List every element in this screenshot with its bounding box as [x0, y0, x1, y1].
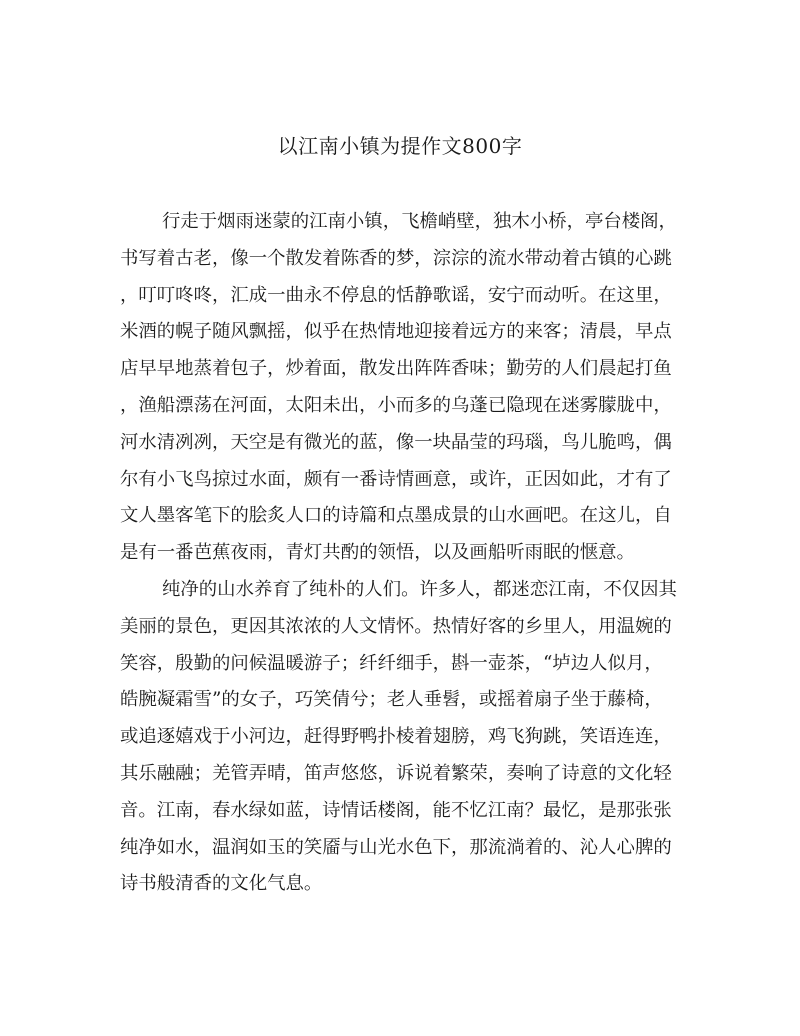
paragraph-line: 文人墨客笔下的脍炙人口的诗篇和点墨成景的山水画吧。在这儿，自 — [120, 505, 672, 527]
paragraph-line: ，渔船漂荡在河面，太阳未出，小而多的乌蓬已隐现在迷雾朦胧中， — [120, 394, 672, 416]
paragraph-line: 尔有小飞鸟掠过水面，颇有一番诗情画意，或许，正因如此，才有了 — [120, 468, 672, 490]
document-title: 以江南小镇为提作文800字 — [277, 134, 523, 158]
paragraph-line: ，叮叮咚咚，汇成一曲永不停息的恬静歌谣，安宁而动听。在这里， — [120, 284, 672, 306]
paragraph-line: 美丽的景色，更因其浓浓的人文情怀。热情好客的乡里人，用温婉的 — [120, 615, 672, 637]
paragraph-line: 纯净如水，温润如玉的笑靥与山光水色下，那流淌着的、沁人心脾的 — [120, 836, 672, 858]
paragraph-line: 是有一番芭蕉夜雨，青灯共酌的领悟，以及画船听雨眠的惬意。 — [120, 542, 635, 564]
paragraph-line: 皓腕凝霜雪”的女子，巧笑倩兮；老人垂髫，或摇着扇子坐于藤椅， — [120, 689, 663, 711]
paragraph-line: 店早早地蒸着包子，炒着面，散发出阵阵香味；勤劳的人们晨起打鱼 — [120, 358, 672, 380]
paragraph-line: 音。江南，春水绿如蓝，诗情话楼阁，能不忆江南？最忆，是那张张 — [120, 799, 672, 821]
paragraph-line: 行走于烟雨迷蒙的江南小镇，飞檐峭壁，独木小桥，亭台楼阁， — [162, 211, 677, 232]
paragraph-line: 或追逐嬉戏于小河边，赶得野鸭扑棱着翅膀，鸡飞狗跳，笑语连连， — [120, 726, 672, 748]
paragraph-line: 米酒的幌子随风飘摇，似乎在热情地迎接着远方的来客；清晨，早点 — [120, 321, 672, 343]
document-body — [120, 204, 680, 903]
paragraph-line: 纯净的山水养育了纯朴的人们。许多人，都迷恋江南，不仅因其 — [162, 578, 677, 600]
paragraph-line: 笑容，殷勤的问候温暖游子；纤纤细手，斟一壶茶，“垆边人似月， — [120, 652, 663, 674]
paragraph-line: 诗书般清香的文化气息。 — [120, 873, 323, 895]
paragraph-line: 书写着古老，像一个散发着陈香的梦，淙淙的流水带动着古镇的心跳 — [120, 247, 672, 269]
paragraph-line: 河水清冽冽，天空是有微光的蓝，像一块晶莹的玛瑙，鸟儿脆鸣，偶 — [120, 431, 672, 453]
paragraph-line: 其乐融融；羌管弄晴，笛声悠悠，诉说着繁荣，奏响了诗意的文化轻 — [120, 762, 672, 784]
